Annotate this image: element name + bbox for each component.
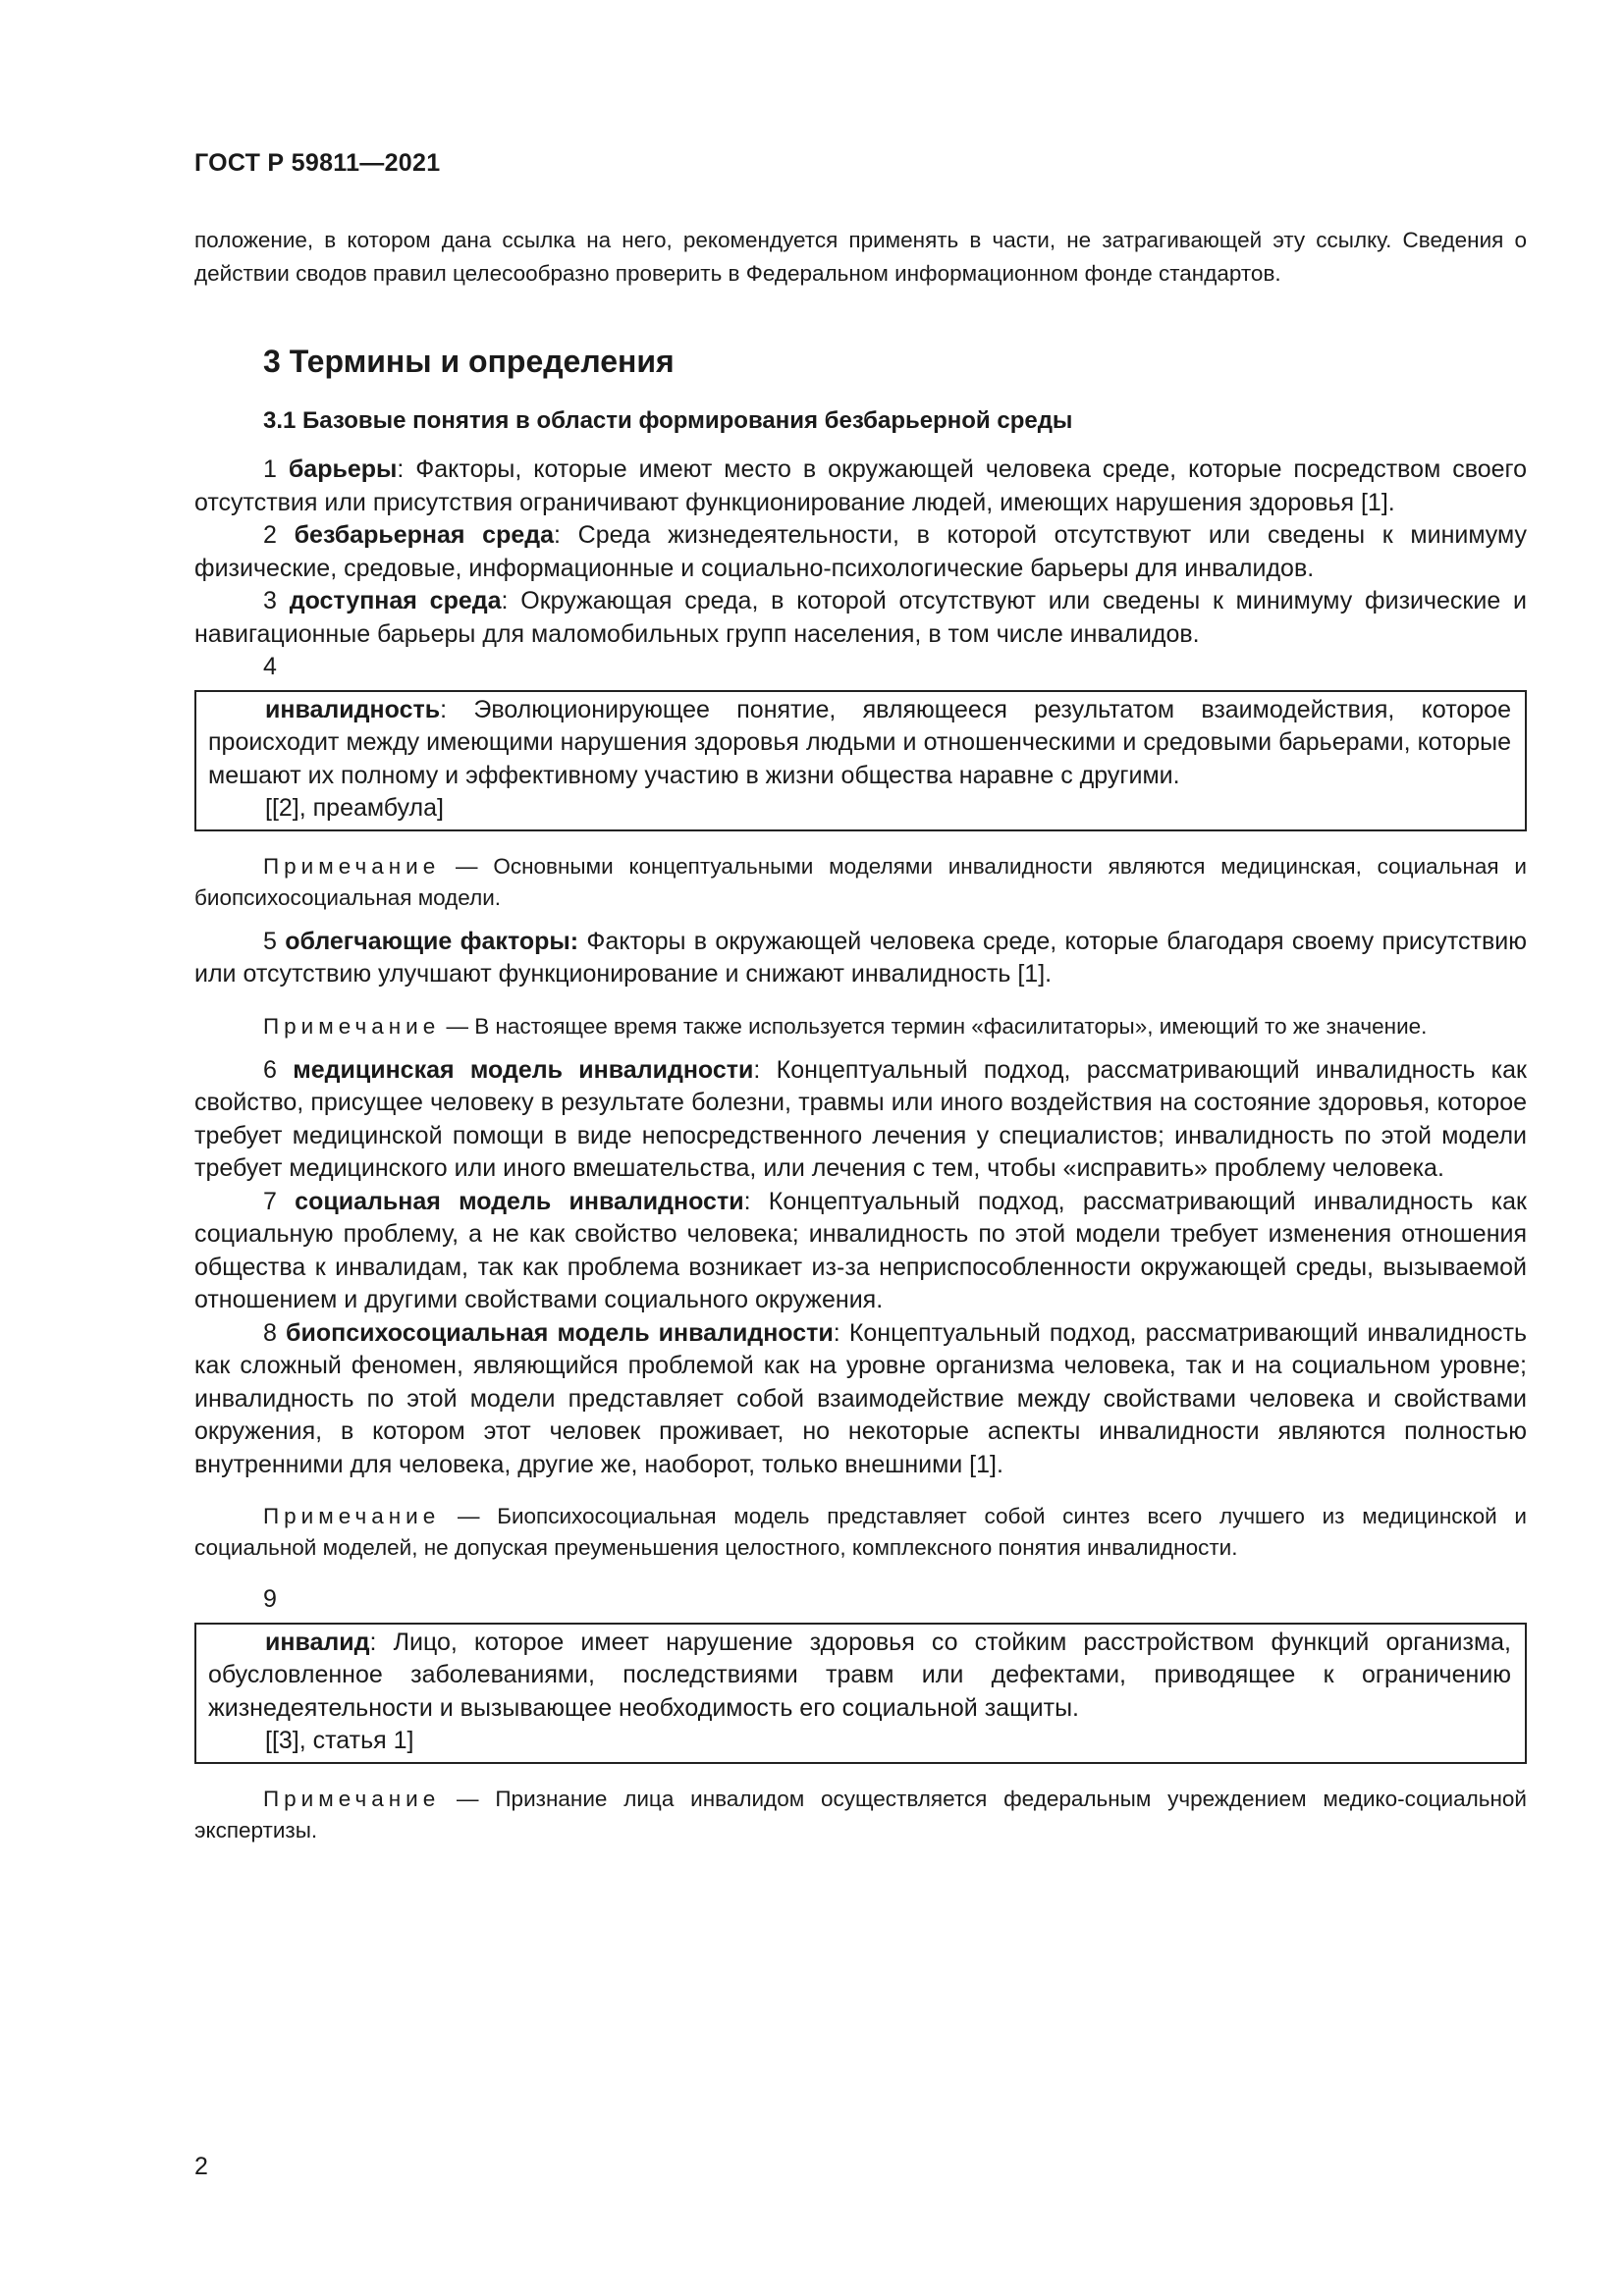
term-definition: Факторы в окружающей человека среде, которые благодаря своему присутствию или отсутствию улучшают функционирование и снижают инвалидность [1]. (194, 927, 1527, 988)
term-definition: : Концептуальный подход, рассматривающий инвалидность как социальную проблему, а не как свойство человека; инвалидность по этой модели требует изменения отношения общества к инвалидам, так как проблема возникает из-за неприспособленности окружающей среды, вызываемой отношением и другими свойствами социального окружения. (194, 1187, 1527, 1313)
term-source: [[3], статья 1] (265, 1727, 414, 1754)
term-number: 6 (263, 1055, 277, 1084)
term-name: облегчающие факторы: (285, 927, 579, 955)
term-definition: : Факторы, которые имеют место в окружающей человека среде, которые посредством своего отсутствия или присутствия ограничивают функционирование людей, имеющих нарушения здоровья [1]. (194, 455, 1527, 516)
note-label: Примечание (263, 1504, 441, 1528)
note-text: — В настоящее время также используется термин «фасилитаторы», имеющий то же значение. (440, 1013, 1428, 1039)
term-entry-8 (194, 1317, 1527, 1482)
term-definition: : Эволюционирующее понятие, являющееся результатом взаимодействия, которое происходит между имеющими нарушения здоровья людьми и отношенческими и средовыми барьерами, которые мешают их полному и эффективному участию в жизни общества наравне с другими. (208, 695, 1511, 789)
term-definition: : Окружающая среда, в которой отсутствуют или сведены к минимуму физические и навигационные барьеры для маломобильных групп населения, в том числе инвалидов. (194, 587, 1527, 648)
term-definition: : Среда жизнедеятельности, в которой отсутствуют или сведены к минимуму физические, средовые, информационные и социально-психологические барьеры для инвалидов. (194, 521, 1527, 582)
term-number: 2 (263, 521, 277, 549)
term-definition: : Концептуальный подход, рассматривающий инвалидность как сложный феномен, являющийся проблемой как на уровне организма человека, так и на социальном уровне; инвалидность по этой модели представляет собой взаимодействие между свойствами человека и свойствами окружения, в котором этот человек проживает, но некоторые аспекты инвалидности являются полностью внутренними для человека, другие же, наоборот, только внешними [1]. (194, 1318, 1527, 1478)
term-entry-1 (194, 454, 1527, 519)
note-5 (194, 1011, 1527, 1042)
term-name: доступная среда (289, 587, 502, 614)
term-name: инвалидность (265, 695, 441, 723)
term-name: биопсихосоциальная модель инвалидности (286, 1318, 834, 1347)
note-4 (194, 851, 1527, 914)
note-text: — Основными концептуальными моделями инвалидности являются медицинская, социальная и биопсихосоциальная модели. (194, 853, 1527, 910)
term-entry-4 (208, 694, 1511, 793)
note-label: Примечание (263, 853, 441, 879)
intro-paragraph: положение, в котором дана ссылка на него, рекомендуется применять в части, не затрагивающей эту ссылку. Сведения о действии сводов правил целесообразно проверить в Федеральном информационном фонде стандартов. (194, 228, 1527, 286)
note-label: Примечание (263, 1786, 441, 1811)
note-9 (194, 1784, 1527, 1846)
term-name: инвалид (265, 1628, 370, 1656)
term-definition: : Концептуальный подход, рассматривающий инвалидность как свойство, присущее человеку в результате болезни, травмы или иного воздействия на состояние здоровья, которое требует медицинской помощи в виде непосредственного лечения у специалистов; инвалидность по этой модели требует медицинского или иного вмешательства, или лечения с тем, чтобы «исправить» проблему человека. (194, 1055, 1527, 1182)
term-entry-5 (194, 926, 1527, 991)
term-number: 3 (263, 587, 277, 614)
subsection-title: 3.1 Базовые понятия в области формирования безбарьерной среды (263, 407, 1073, 434)
term-definition: : Лицо, которое имеет нарушение здоровья со стойким расстройством функций организма, обусловленное заболеваниями, последствиями травм или дефектами, приводящее к ограничению жизнедеятельности и вызывающее необходимость его социальной защиты. (208, 1628, 1511, 1722)
term-entry-2 (194, 519, 1527, 585)
term-name: социальная модель инвалидности (295, 1187, 744, 1215)
term-name: безбарьерная среда (294, 521, 555, 549)
page-number: 2 (194, 2153, 208, 2180)
term-number: 5 (263, 927, 277, 955)
note-text: — Признание лица инвалидом осуществляется федеральным учреждением медико-социальной экспертизы. (194, 1786, 1527, 1842)
term-number: 8 (263, 1318, 277, 1347)
terms-list (194, 454, 1527, 1846)
term-number: 7 (263, 1187, 277, 1215)
running-header: ГОСТ Р 59811—2021 (194, 149, 441, 177)
term-entry-6 (194, 1054, 1527, 1186)
term-entry-3 (194, 585, 1527, 651)
note-text: — Биопсихосоциальная модель представляет собой синтез всего лучшего из медицинской и социальной моделей, не допуская преуменьшения целостного, комплексного понятия инвалидности. (194, 1504, 1527, 1560)
term-source: [[2], преамбула] (265, 794, 444, 822)
term-entry-7 (194, 1186, 1527, 1317)
note-8 (194, 1501, 1527, 1564)
quoted-term-box-4 (194, 690, 1527, 831)
section-title: 3 Термины и определения (263, 344, 675, 379)
term-name: медицинская модель инвалидности (293, 1055, 754, 1084)
term-number: 1 (263, 455, 277, 483)
term-number-4: 4 (263, 653, 277, 680)
note-label: Примечание (263, 1013, 441, 1039)
quoted-term-box-9 (194, 1623, 1527, 1764)
term-name: барьеры (288, 455, 398, 483)
term-entry-9 (208, 1627, 1511, 1726)
term-number-9: 9 (263, 1585, 277, 1613)
